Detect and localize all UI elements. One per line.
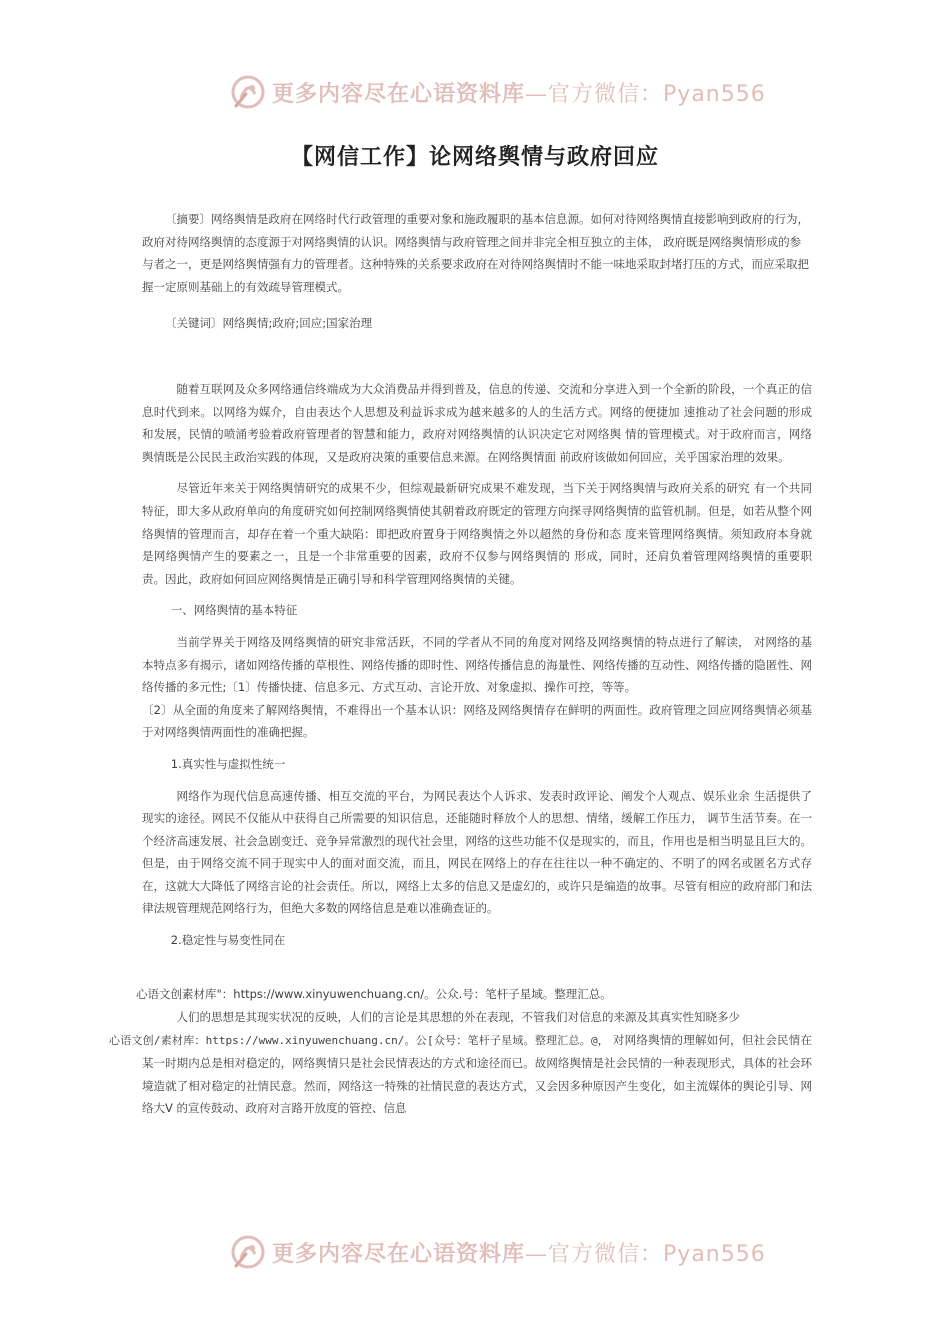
abstract-text: 〔摘要〕网络舆情是政府在网络时代行政管理的重要对象和施政履职的基本信息源。如何对待网络舆情直接影响到政府的行为，政府对待网络舆情的态度源于对网络舆情的认识。网络舆情与政府管理之间并非完全相互独立的主体， 政府既是网络舆情形成的参与者之一，更是网络舆情强有力的管理者。这种特殊的关系要求政府在对待网络舆情时不能一味地采取封堵打压的方式，而应采取把握一定原则基础上的有效疏导管理模式。 [142,212,809,294]
inline-watermark-1: 心语文创素材库"：https://www.xinyuwenchuang.cn/。公众.号：笔杆子星域。整理汇总。 [136,987,612,1001]
body-section [142,378,812,961]
inline-watermark-2: 心语文创/素材库：https://www.xinyuwenchuang.cn/。公[众号：笔杆子星域。整理汇总。@， [109,1033,610,1047]
paragraph-3: 当前学界关于网络及网络舆情的研究非常活跃，不同的学者从不同的角度对网络及网络舆情的特点进行了解读， 对网络的基本特点多有揭示，诸如网络传播的草根性、网络传播的即时性、网络传播信息的海量性、网络传播的互动性、网络传播的隐匿性、网络传播的多元性;〔1〕传播快捷、信息多元、方式互动、言论开放、对象虚拟、操作可控，等等。 [142,634,812,695]
paragraph-6-rest: 对网络舆情的理解如何，但社会民情在某一时期内总是相对稳定的，网络舆情只是社会民情表达的方式和途径而已。故网络舆情是社会民情的一种表现形式，具体的社会环境造就了相对稳定的社情民意。然而，网络这一特殊的社情民意的表达方式，又会因多种原因产生变化，如主流媒体的舆论引导、网络大Ⅴ 的宣传鼓动、政府对言路开放度的管控、信息 [142,1032,813,1116]
subsection-heading-1: 1.真实性与虚拟性统一 [170,756,286,771]
paragraph-5: 网络作为现代信息高速传播、相互交流的平台，为网民表达个人诉求、发表时政评论、阐发个人观点、娱乐业余 生活提供了现实的途径。网民不仅能从中获得自己所需要的知识信息，还能随时释放个人的思想、情绪，缓解工作压力， 调节生活节奏。在一个经济高速发展、社会急剧变迁、竞争异常激烈的现代社会里，网络的这些功能不仅是现实的，而且，作用也是相当明显且巨大的。但是，由于网络交流不同于现实中人的面对面交流，而且，网民在网络上的存在往往以一种不确定的、不明了的网名或匿名方式存在，这就大大降低了网络言论的社会责任。所以，网络上太多的信息又是虚幻的，或许只是编造的故事。尽管有相应的政府部门和法律法规管理规范网络行为，但绝大多数的网络信息是难以准确查证的。 [142,788,812,916]
banner-text: 更多内容尽在心语资料库—官方微信：Pyan556 [272,1240,766,1267]
footer-watermark-banner [0,1232,950,1272]
banner-text: 更多内容尽在心语资料库—官方微信：Pyan556 [272,80,766,107]
seal-logo-icon [228,72,268,112]
paragraph-4: 〔2〕从全面的角度来了解网络舆情，不难得出一个基本认识：网络及网络舆情存在鲜明的两面性。政府管理之回应网络舆情必须基于对网络舆情两面性的准确把握。 [142,702,812,740]
header-watermark-banner [0,72,950,112]
page-title: 【网信工作】论网络舆情与政府回应 [290,145,659,170]
paragraph-6 [109,1006,813,1120]
keywords-text: 〔关键词〕网络舆情;政府;回应;国家治理 [165,316,373,330]
seal-logo-icon [228,1232,268,1272]
paragraph-2: 尽管近年来关于网络舆情研究的成果不少，但综观最新研究成果不难发现，当下关于网络舆情与政府关系的研究 有一个共同特征，即大多从政府单向的角度研究如何控制网络舆情使其朝着政府既定的管理方向探寻网络舆情的监管机制。但是，如若从整个网络舆情的管理而言，却存在着一个重大缺陷：即把政府置身于网络舆情之外以超然的身份和态 度来管理网络舆情。须知政府本身就是网络舆情产生的要素之一，且是一个非常重要的因素，政府不仅参与网络舆情的 形成，同时，还肩负着管理网络舆情的重要职责。因此，政府如何回应网络舆情是正确引导和科学管理网络舆情的关键。 [142,481,812,586]
paragraph-1: 随着互联网及众多网络通信终端成为大众消费品并得到普及，信息的传递、交流和分享进入到一个全新的阶段，一个真正的信息时代到来。以网络为媒介，自由表达个人思想及利益诉求成为越来越多的人的生活方式。网络的便捷加 速推动了社会问题的形成和发展，民情的喷涌考验着政府管理者的智慧和能力，政府对网络舆情的认识决定它对网络舆 情的管理模式。对于政府而言，网络舆情既是公民民主政治实践的体现，又是政府决策的重要信息来源。在网络舆情面 前政府该做如何回应，关乎国家治理的效果。 [142,382,812,464]
section-heading-1: 一、网络舆情的基本特征 [170,603,298,618]
subsection-heading-2: 2.稳定性与易变性同在 [170,933,286,948]
tail-section [109,1006,813,1120]
abstract-section [142,208,812,298]
paragraph-6-line1: 人们的思想是其现实状况的反映，人们的言论是其思想的外在表现，不管我们对信息的来源及其真实性知晓多少 [176,1010,740,1024]
